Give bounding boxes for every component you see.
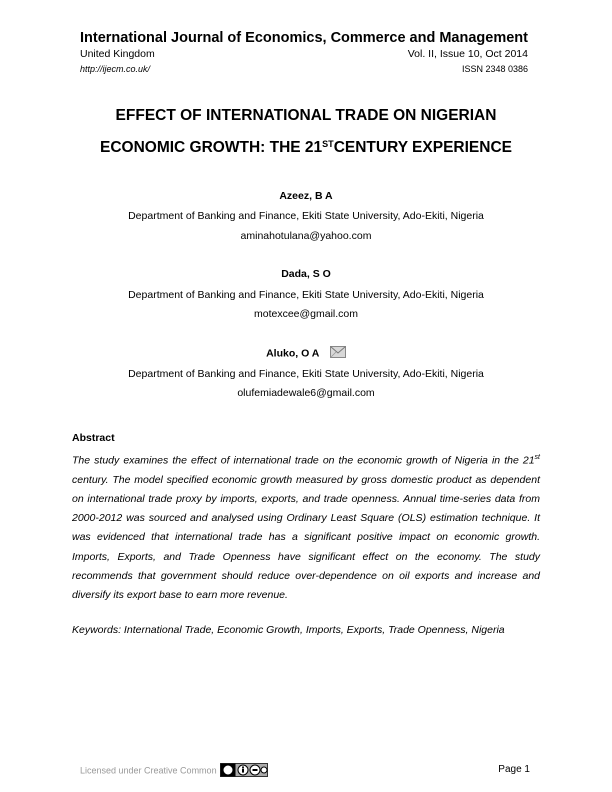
author-name: Aluko, O A <box>266 347 319 360</box>
author-affiliation: Department of Banking and Finance, Ekiti State University, Ado-Ekiti, Nigeria <box>128 368 484 380</box>
creative-commons-icon[interactable] <box>220 763 268 779</box>
license-text: Licensed under Creative Common <box>80 765 217 776</box>
author-affiliation: Department of Banking and Finance, Ekiti State University, Ado-Ekiti, Nigeria <box>128 289 484 301</box>
keywords: Keywords: International Trade, Economic Growth, Imports, Exports, Trade Openness, Nigeria <box>72 624 505 636</box>
mail-icon[interactable] <box>330 346 346 361</box>
abstract-text-pre: The study examines the effect of international trade on the economic growth of Nigeria in the 21 <box>72 454 535 467</box>
author-affiliation: Department of Banking and Finance, Ekiti State University, Ado-Ekiti, Nigeria <box>128 210 484 222</box>
title-superscript: ST <box>322 139 334 149</box>
abstract-superscript: st <box>534 454 540 461</box>
author-name-row <box>0 346 612 361</box>
abstract-body <box>72 448 540 605</box>
author-email[interactable]: motexcee@gmail.com <box>253 308 359 320</box>
footer-license <box>80 763 268 779</box>
journal-country: United Kingdom <box>80 48 155 60</box>
page-number: Page 1 <box>498 764 530 775</box>
abstract-text-post: century. The model specified economic growth measured by gross domestic product as dependent on international trade proxy by imports, exports, and trade openness. Annual time-series data from 2000-2012 was sourced and analysed using Ordinary Least Square (OLS) estimation technique. It was evidenced that international trade has a significant positive impact on economic growth. Imports, Exports, and Trade Openness have significant effect on the economy. The study recommends that government should reduce over-dependence on oil exports and increase and diversify its export base to earn more revenue. <box>72 473 540 601</box>
journal-title: International Journal of Economics, Commerce and Management <box>80 30 528 46</box>
author-name: Azeez, B A <box>279 190 333 202</box>
author-email[interactable]: olufemiadewale6@gmail.com <box>237 387 375 399</box>
author-email[interactable]: aminahotulana@yahoo.com <box>240 230 372 242</box>
abstract-heading: Abstract <box>72 432 115 444</box>
paper-title-line-2 <box>0 132 612 164</box>
paper-title <box>0 100 612 164</box>
title-text-pre: ECONOMIC GROWTH: THE 21 <box>100 139 323 156</box>
paper-title-line-1: EFFECT OF INTERNATIONAL TRADE ON NIGERIAN <box>115 107 497 124</box>
author-name: Dada, S O <box>281 268 331 280</box>
journal-issn: ISSN 2348 0386 <box>461 64 528 74</box>
journal-url[interactable]: http://ijecm.co.uk/ <box>80 64 151 74</box>
journal-volume: Vol. II, Issue 10, Oct 2014 <box>407 48 528 60</box>
title-text-post: CENTURY EXPERIENCE <box>333 139 512 156</box>
